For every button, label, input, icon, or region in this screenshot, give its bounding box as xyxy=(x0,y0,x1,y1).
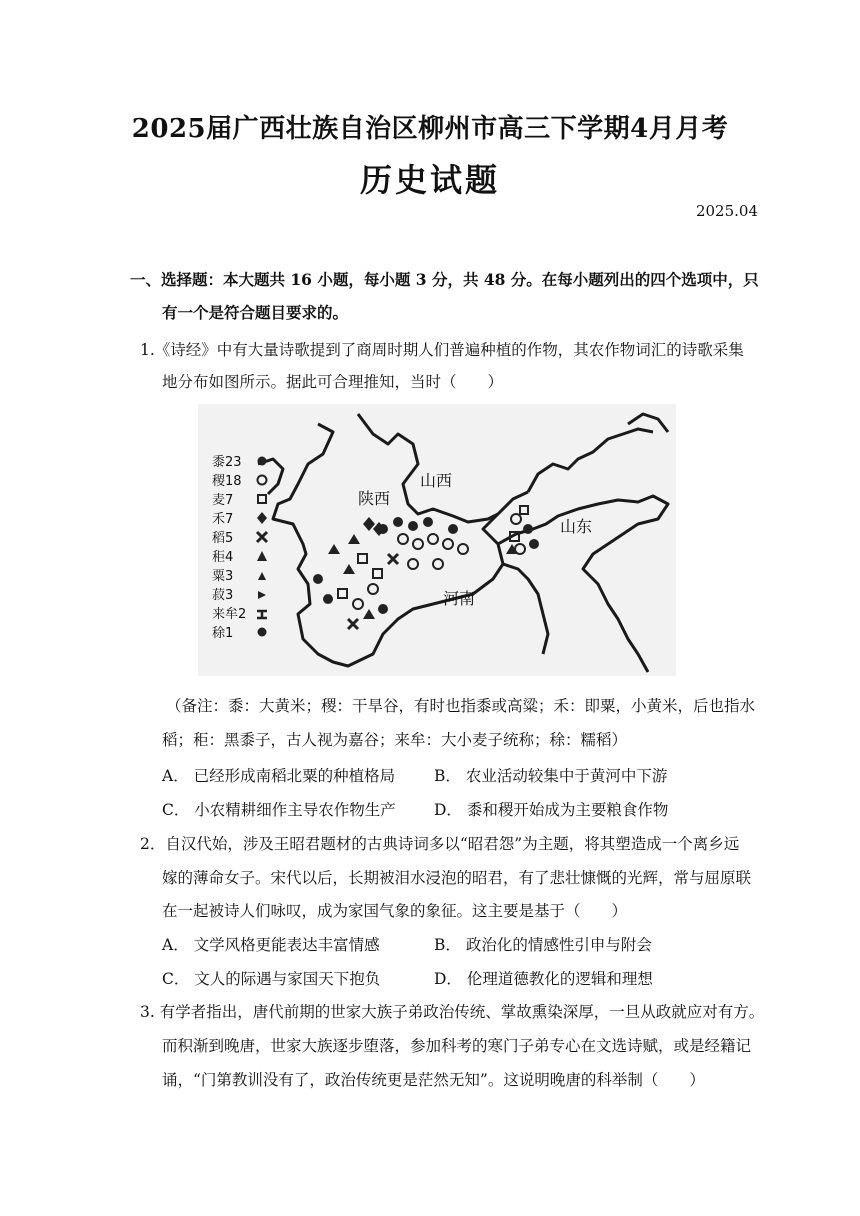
legend-symbol-tu xyxy=(258,628,267,637)
symbol-shu xyxy=(408,521,418,531)
map-figure xyxy=(198,404,676,676)
q2-option-b[interactable]: B． 政治化的情感性引申与附会 xyxy=(434,936,652,954)
region-label-shaanxi: 陕西 xyxy=(358,489,391,508)
q2-option-d[interactable]: D． 伦理道德教化的逻辑和理想 xyxy=(434,970,653,988)
region-label-shanxi: 山西 xyxy=(420,471,453,490)
symbol-shu xyxy=(313,574,323,584)
exam-date: 2025.04 xyxy=(695,202,758,220)
legend-dao: 稻5 xyxy=(212,531,234,546)
legend-ji: 稷18 xyxy=(212,474,242,489)
q2-stem-line-3: 在一起被诗人们咏叹，成为家国气象的象征。这主要是基于（ ） xyxy=(162,902,628,920)
symbol-shu xyxy=(529,539,539,549)
q1-option-b[interactable]: B． 农业活动较集中于黄河中下游 xyxy=(434,767,668,785)
symbol-shu xyxy=(523,524,533,534)
subject-title: 历史试题 xyxy=(359,161,500,199)
legend-he: 禾7 xyxy=(212,512,234,527)
q3-stem-line-1: 3. 有学者指出，唐代前期的世家大族子弟政治传统、掌故熏染深厚，一旦从政就应对有方。 xyxy=(140,1003,765,1021)
q1-note-line-2: 稻；秬：黑黍子，古人视为嘉谷；来牟：大小麦子统称；稌：糯稻） xyxy=(162,731,628,749)
section-heading-line-1: 一、选择题：本大题共 16 小题，每小题 3 分，共 48 分。在每小题列出的四个选项中，只 xyxy=(130,270,759,289)
q3-stem-line-3: 诵，“门第教训没有了，政治传统更是茫然无知”。这说明晚唐的科举制（ ） xyxy=(162,1071,705,1089)
legend-shu: 黍23 xyxy=(212,455,242,470)
legend-laimou: 来牟2 xyxy=(212,607,247,622)
region-label-shandong: 山东 xyxy=(560,517,593,536)
legend-su: 粟3 xyxy=(212,569,234,584)
region-label-henan: 河南 xyxy=(443,589,476,608)
q2-option-c[interactable]: C． 文人的际遇与家国天下抱负 xyxy=(162,970,381,988)
q2-option-a[interactable]: A． 文学风格更能表达丰富情感 xyxy=(162,936,380,954)
legend-shu-bean: 菽3 xyxy=(212,588,234,603)
legend-mai: 麦7 xyxy=(212,493,234,508)
symbol-shu xyxy=(448,524,458,534)
q1-option-d[interactable]: D． 黍和稷开始成为主要粮食作物 xyxy=(434,801,669,819)
q1-option-a[interactable]: A． 已经形成南稻北粟的种植格局 xyxy=(162,767,396,785)
q2-stem-line-2: 嫁的薄命女子。宋代以后，长期被泪水浸泡的昭君，有了悲壮慷慨的光辉，常与屈原联 xyxy=(162,869,752,887)
legend-symbol-shu xyxy=(258,457,267,466)
symbol-shu xyxy=(393,517,403,527)
q3-stem-line-2: 而积渐到晚唐，世家大族逐步堕落，参加科考的寒门子弟专心在文选诗赋，或是经籍记 xyxy=(162,1037,752,1055)
symbol-shu xyxy=(423,517,433,527)
q1-option-c[interactable]: C． 小农精耕细作主导农作物生产 xyxy=(162,801,396,819)
exam-title: 2025届广西壮族自治区柳州市高三下学期4月月考 xyxy=(131,114,729,144)
section-heading-line-2: 有一个是符合题目要求的。 xyxy=(162,303,349,322)
crop-distribution-map xyxy=(198,404,676,676)
q1-stem-line-2: 地分布如图所示。据此可合理推知，当时（ ） xyxy=(162,373,504,391)
symbol-shu xyxy=(323,594,333,604)
legend-tu: 稌1 xyxy=(212,626,234,641)
legend-ju: 秬4 xyxy=(212,550,234,565)
symbol-shu xyxy=(378,604,388,614)
q1-note-line-1: （备注：黍：大黄米；稷：干旱谷，有时也指黍或高粱；禾：即粟，小黄米，后也指水 xyxy=(166,697,756,715)
q2-stem-line-1: 2．自汉代始，涉及王昭君题材的古典诗词多以“昭君怨”为主题，将其塑造成一个离乡远 xyxy=(140,835,740,853)
q1-stem-line-1: 1.《诗经》中有大量诗歌提到了商周时期人们普遍种植的作物，其农作物词汇的诗歌采集 xyxy=(140,341,744,359)
